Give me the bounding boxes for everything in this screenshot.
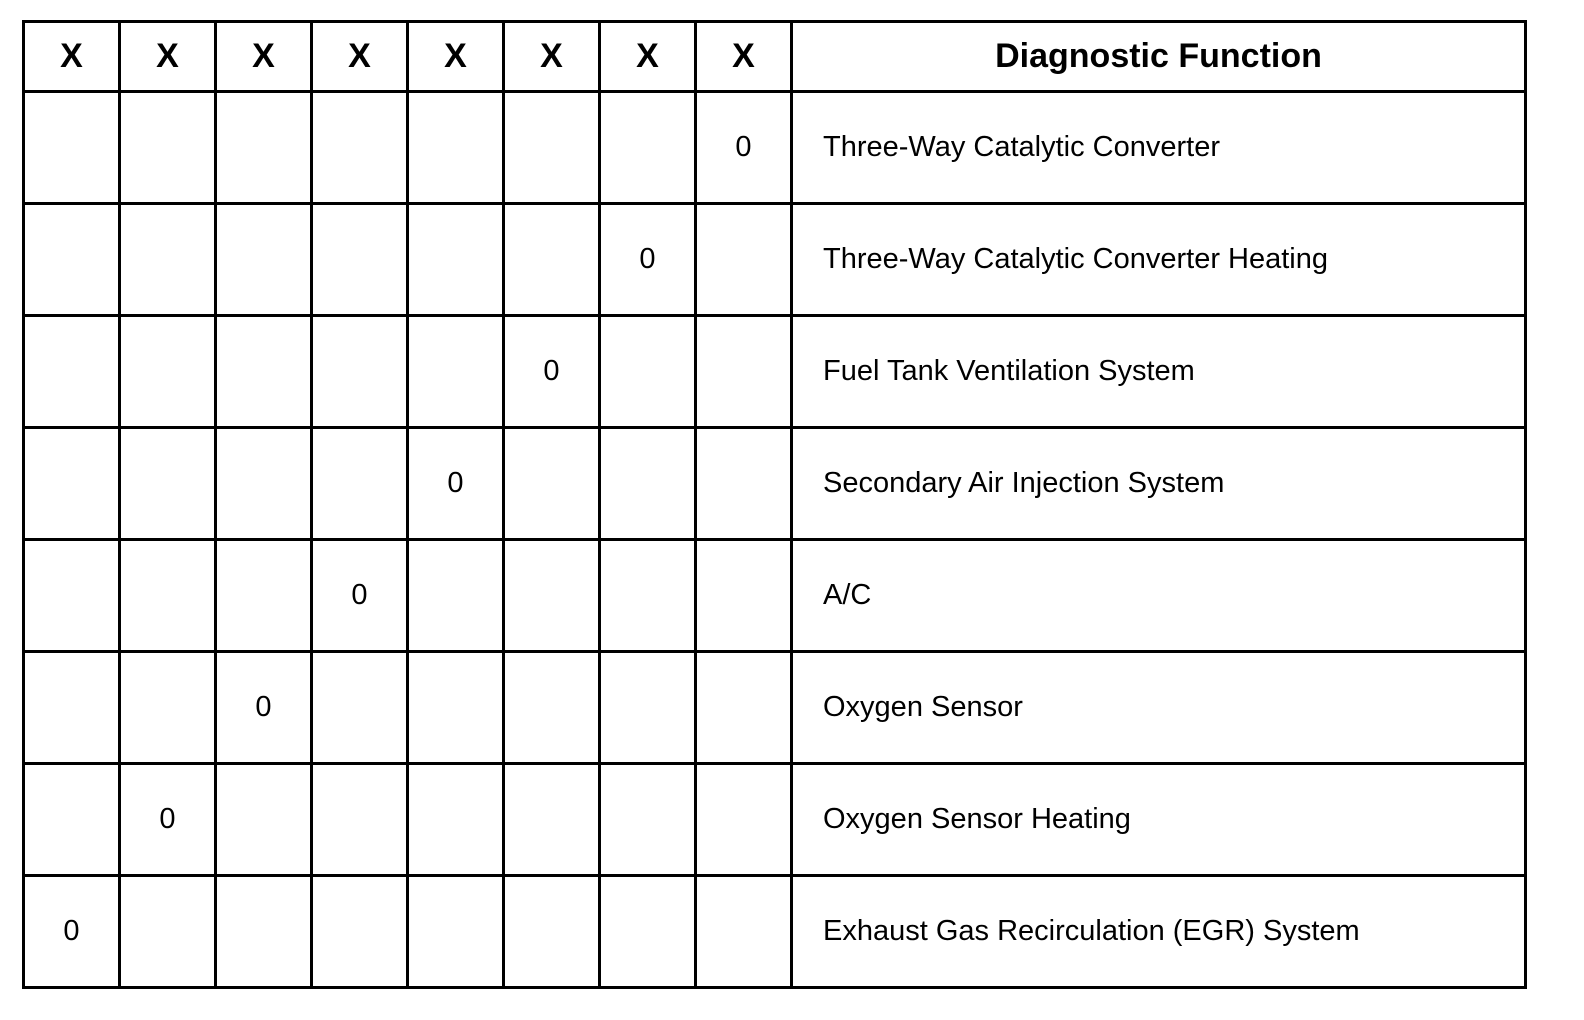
flag-cell: 0 bbox=[504, 316, 600, 428]
flag-cell bbox=[312, 764, 408, 876]
flag-cell: 0 bbox=[216, 652, 312, 764]
flag-cell: 0 bbox=[312, 540, 408, 652]
diagnostic-function-table bbox=[22, 20, 1527, 989]
flag-header: X bbox=[696, 22, 792, 92]
flag-header: X bbox=[312, 22, 408, 92]
flag-cell bbox=[216, 316, 312, 428]
flag-cell bbox=[696, 764, 792, 876]
flag-cell bbox=[696, 876, 792, 988]
flag-cell bbox=[24, 428, 120, 540]
flag-cell bbox=[504, 764, 600, 876]
flag-cell bbox=[600, 540, 696, 652]
flag-cell bbox=[600, 652, 696, 764]
flag-cell bbox=[600, 876, 696, 988]
flag-cell bbox=[216, 764, 312, 876]
flag-cell bbox=[600, 316, 696, 428]
flag-cell bbox=[600, 92, 696, 204]
table-row bbox=[24, 876, 1526, 988]
flag-cell bbox=[24, 92, 120, 204]
flag-cell bbox=[504, 92, 600, 204]
flag-cell: 0 bbox=[696, 92, 792, 204]
flag-cell bbox=[408, 652, 504, 764]
flag-cell bbox=[408, 876, 504, 988]
flag-cell bbox=[216, 92, 312, 204]
flag-cell bbox=[312, 428, 408, 540]
flag-cell bbox=[408, 204, 504, 316]
flag-header: X bbox=[120, 22, 216, 92]
flag-cell bbox=[600, 428, 696, 540]
diagnostic-function-header: Diagnostic Function bbox=[792, 22, 1526, 92]
flag-cell bbox=[216, 876, 312, 988]
flag-cell bbox=[408, 92, 504, 204]
flag-header: X bbox=[600, 22, 696, 92]
flag-cell: 0 bbox=[24, 876, 120, 988]
flag-cell bbox=[408, 764, 504, 876]
flag-cell bbox=[24, 652, 120, 764]
flag-cell bbox=[216, 540, 312, 652]
header-row bbox=[24, 22, 1526, 92]
flag-cell bbox=[120, 204, 216, 316]
table-row bbox=[24, 316, 1526, 428]
table-row bbox=[24, 540, 1526, 652]
flag-cell bbox=[504, 876, 600, 988]
flag-cell bbox=[24, 764, 120, 876]
flag-cell bbox=[312, 876, 408, 988]
flag-cell bbox=[120, 92, 216, 204]
flag-cell bbox=[696, 540, 792, 652]
flag-cell bbox=[504, 428, 600, 540]
flag-cell bbox=[408, 540, 504, 652]
diagnostic-function-cell: Three-Way Catalytic Converter bbox=[792, 92, 1526, 204]
flag-cell bbox=[696, 428, 792, 540]
table-row bbox=[24, 92, 1526, 204]
diagnostic-function-cell: Oxygen Sensor Heating bbox=[792, 764, 1526, 876]
flag-cell bbox=[504, 652, 600, 764]
flag-header: X bbox=[408, 22, 504, 92]
flag-cell bbox=[24, 316, 120, 428]
flag-cell: 0 bbox=[600, 204, 696, 316]
table-row bbox=[24, 764, 1526, 876]
flag-cell bbox=[312, 92, 408, 204]
flag-cell bbox=[24, 204, 120, 316]
flag-header: X bbox=[216, 22, 312, 92]
table-body bbox=[24, 92, 1526, 988]
diagnostic-function-cell: Secondary Air Injection System bbox=[792, 428, 1526, 540]
flag-cell bbox=[120, 540, 216, 652]
flag-cell bbox=[120, 316, 216, 428]
diagnostic-function-cell: A/C bbox=[792, 540, 1526, 652]
flag-cell: 0 bbox=[120, 764, 216, 876]
flag-cell bbox=[120, 652, 216, 764]
table-row bbox=[24, 652, 1526, 764]
flag-cell bbox=[696, 204, 792, 316]
flag-header: X bbox=[24, 22, 120, 92]
flag-cell bbox=[312, 316, 408, 428]
flag-cell bbox=[216, 428, 312, 540]
diagnostic-function-cell: Fuel Tank Ventilation System bbox=[792, 316, 1526, 428]
table-row bbox=[24, 428, 1526, 540]
flag-cell bbox=[696, 316, 792, 428]
flag-cell bbox=[408, 316, 504, 428]
flag-cell bbox=[504, 540, 600, 652]
flag-cell bbox=[696, 652, 792, 764]
diagnostic-function-cell: Three-Way Catalytic Converter Heating bbox=[792, 204, 1526, 316]
flag-cell bbox=[24, 540, 120, 652]
flag-cell bbox=[312, 204, 408, 316]
flag-header: X bbox=[504, 22, 600, 92]
flag-cell bbox=[120, 876, 216, 988]
diagnostic-function-cell: Exhaust Gas Recirculation (EGR) System bbox=[792, 876, 1526, 988]
table-row bbox=[24, 204, 1526, 316]
flag-cell bbox=[600, 764, 696, 876]
flag-cell: 0 bbox=[408, 428, 504, 540]
flag-cell bbox=[312, 652, 408, 764]
flag-cell bbox=[120, 428, 216, 540]
flag-cell bbox=[504, 204, 600, 316]
flag-cell bbox=[216, 204, 312, 316]
diagnostic-function-cell: Oxygen Sensor bbox=[792, 652, 1526, 764]
